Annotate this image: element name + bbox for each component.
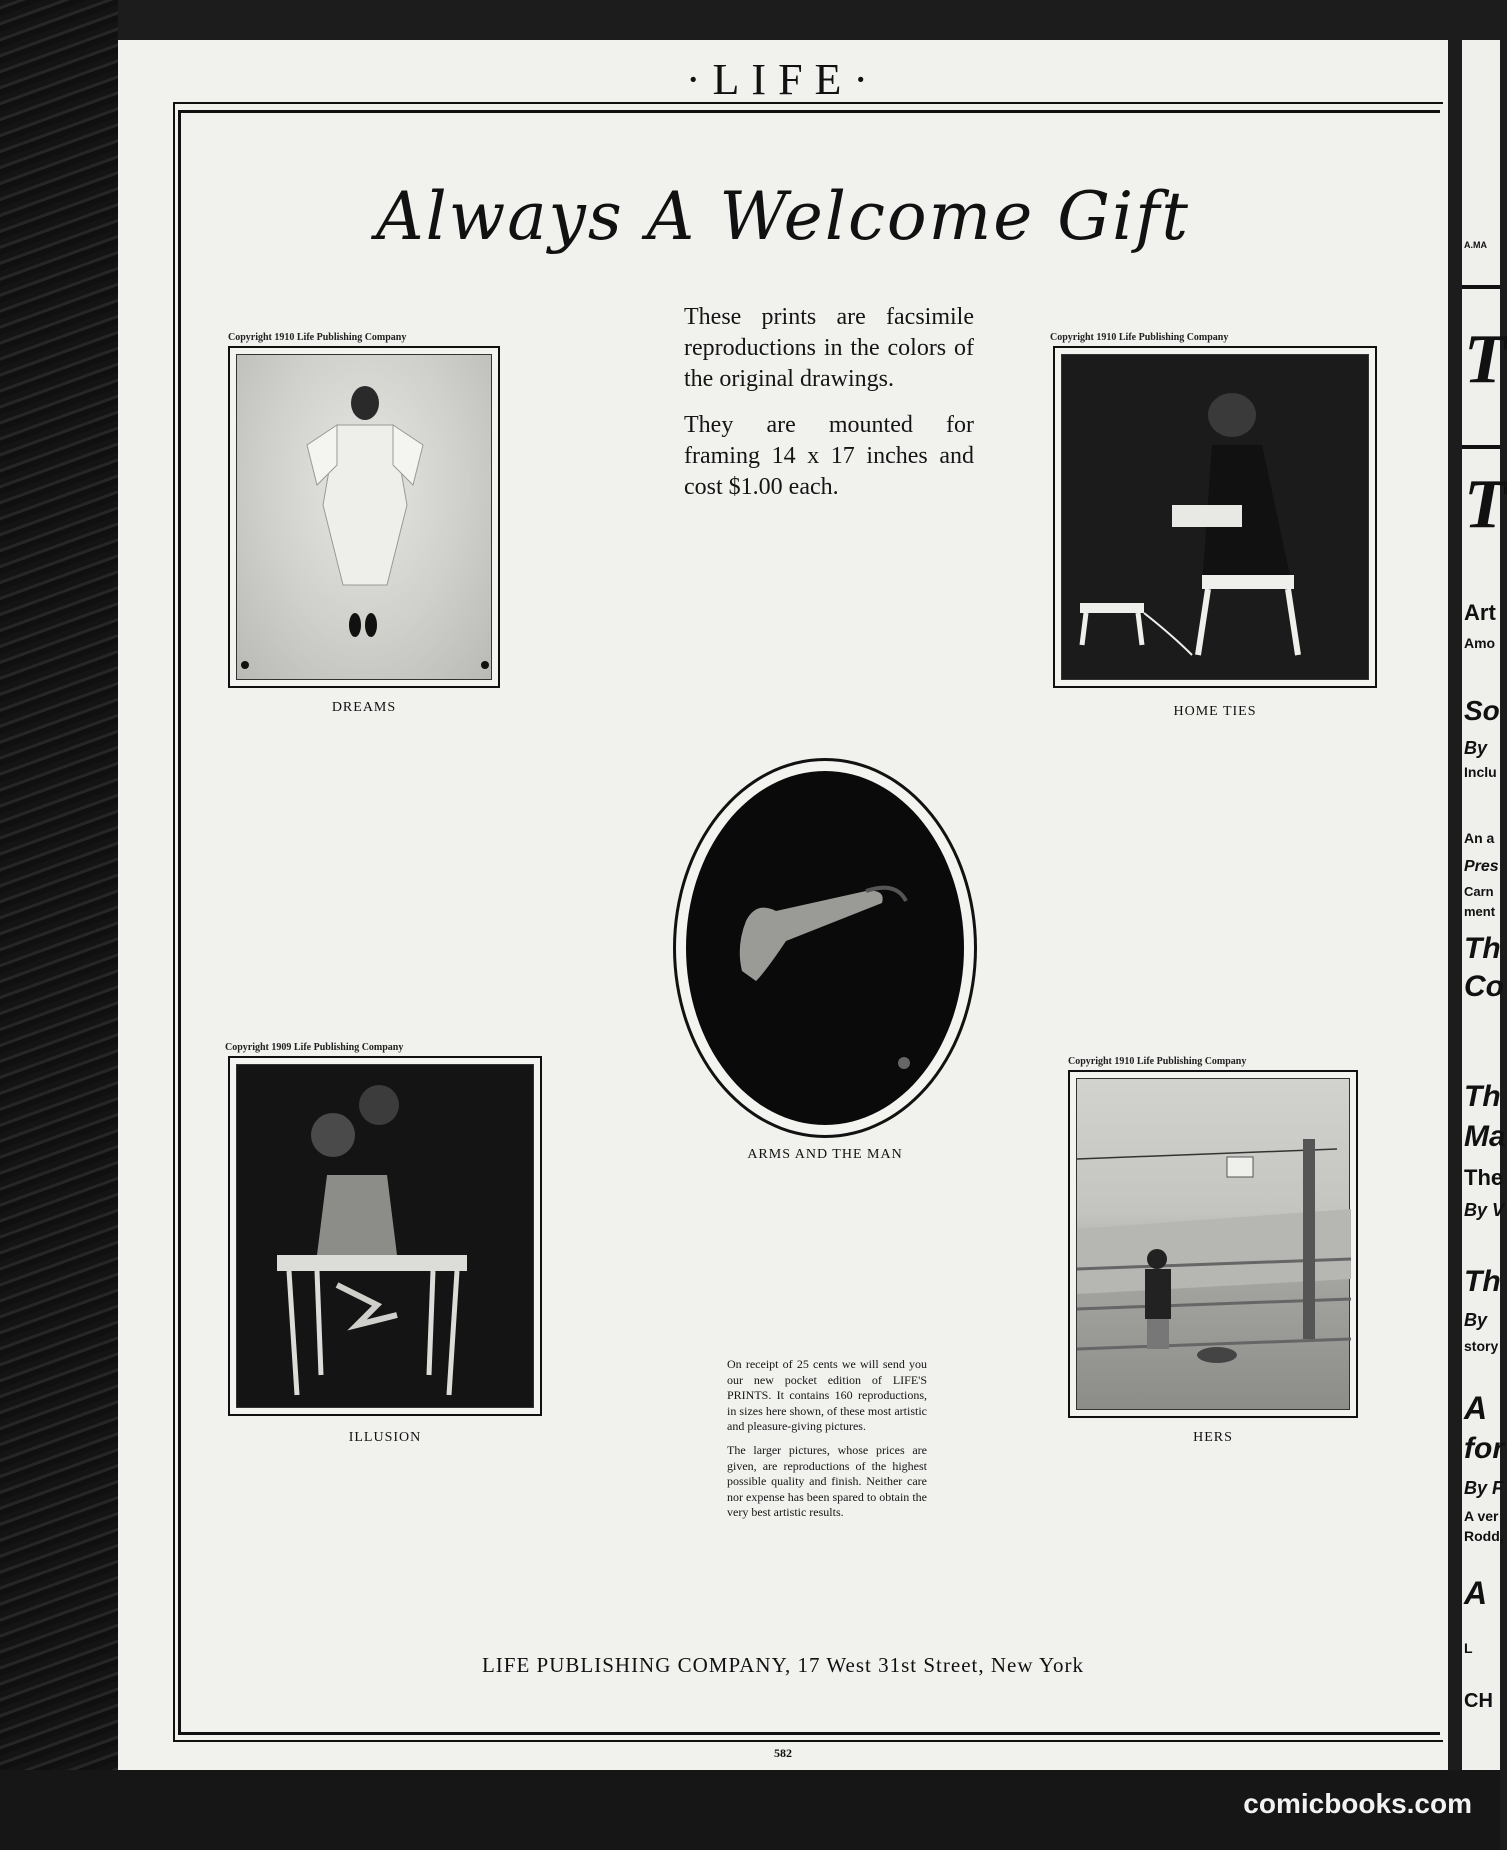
home-ties-illustration (1061, 354, 1369, 680)
headline: Always A Welcome Gift (375, 178, 1191, 255)
page-number: 582 (774, 1746, 792, 1760)
print-home-ties (1053, 346, 1377, 688)
arms-and-the-man-illustration (686, 771, 964, 1125)
offer-paragraph-2: The larger pictures, whose prices are given, are reproductions of the highest possible quality and finish. Neither care nor expense has been spared to obtain the very best artistic results. (727, 1442, 927, 1520)
adjacent-fragment: A (1464, 1575, 1488, 1611)
illusion-illustration (236, 1064, 534, 1408)
adjacent-fragment: Th (1464, 932, 1501, 965)
masthead: ·LIFE· (685, 55, 881, 104)
scan-border-left (0, 0, 118, 1850)
adjacent-fragment: By (1464, 1310, 1488, 1330)
adjacent-fragment: A.MA (1464, 240, 1487, 250)
adjacent-fragment: story (1464, 1338, 1499, 1354)
adjacent-fragment: Amo (1464, 635, 1496, 651)
adjacent-fragment: So (1464, 695, 1500, 726)
caption-dreams: DREAMS (331, 700, 397, 715)
adjacent-fragment: for (1464, 1432, 1504, 1465)
adjacent-fragment: ment (1464, 904, 1496, 919)
adjacent-fragment: Th (1464, 1080, 1501, 1113)
adjacent-fragment: Ma (1464, 1120, 1506, 1153)
adjacent-rule (1462, 285, 1500, 289)
adjacent-fragment: T (1464, 466, 1507, 543)
adjacent-fragment: Carn (1464, 884, 1494, 899)
offer-text (727, 1357, 927, 1521)
hers-illustration (1076, 1078, 1350, 1410)
copyright-dreams: Copyright 1910 Life Publishing Company (228, 332, 407, 343)
watermark: comicbooks.com (1243, 1788, 1472, 1819)
adjacent-fragment: Art (1464, 600, 1496, 625)
print-hers (1068, 1070, 1358, 1418)
copyright-illusion: Copyright 1909 Life Publishing Company (225, 1042, 404, 1053)
adjacent-fragment: The (1464, 1165, 1504, 1190)
caption-hers: HERS (1193, 1430, 1233, 1445)
print-arms-and-the-man (673, 758, 977, 1138)
copyright-home-ties: Copyright 1910 Life Publishing Company (1050, 332, 1229, 343)
adjacent-fragment: Inclu (1464, 764, 1497, 780)
adjacent-rule (1462, 445, 1500, 449)
offer-paragraph-1: On receipt of 25 cents we will send you our new pocket edition of LIFE'S PRINTS. It contains 160 reproductions, in sizes here shown, of these most artistic and pleasure-giving pictures. (727, 1357, 927, 1434)
adjacent-fragment: By F (1464, 1478, 1504, 1498)
adjacent-fragment: Rodd, (1464, 1528, 1504, 1544)
adjacent-fragment: CH (1464, 1690, 1493, 1712)
adjacent-fragment: By V (1464, 1200, 1505, 1220)
adjacent-fragment: Co (1464, 970, 1504, 1003)
adjacent-fragment: A (1464, 1390, 1488, 1426)
adjacent-fragment: Pres (1464, 858, 1499, 875)
caption-illusion: ILLUSION (348, 1430, 422, 1445)
adjacent-fragment: By (1464, 738, 1488, 758)
adjacent-fragment: L (1464, 1640, 1473, 1656)
publisher-address: LIFE PUBLISHING COMPANY, 17 West 31st Street, New York (481, 1653, 1085, 1677)
caption-arms-and-the-man: ARMS AND THE MAN (747, 1147, 903, 1162)
dreams-illustration (236, 354, 492, 680)
copyright-hers: Copyright 1910 Life Publishing Company (1068, 1056, 1247, 1067)
intro-paragraph-2: They are mounted for framing 14 x 17 inches and cost $1.00 each. (684, 411, 974, 500)
adjacent-fragment: T (1464, 321, 1507, 398)
magazine-page (118, 40, 1448, 1770)
intro-paragraph-1: These prints are facsimile reproductions in the colors of the original drawings. (684, 304, 974, 393)
intro-text (684, 302, 974, 503)
caption-home-ties: HOME TIES (1173, 704, 1257, 719)
adjacent-fragment: An a (1464, 830, 1495, 846)
adjacent-fragment: Th (1464, 1265, 1501, 1298)
adjacent-fragment: A ver (1464, 1508, 1499, 1524)
print-dreams (228, 346, 500, 688)
print-illusion (228, 1056, 542, 1416)
adjacent-page (1462, 40, 1507, 1770)
